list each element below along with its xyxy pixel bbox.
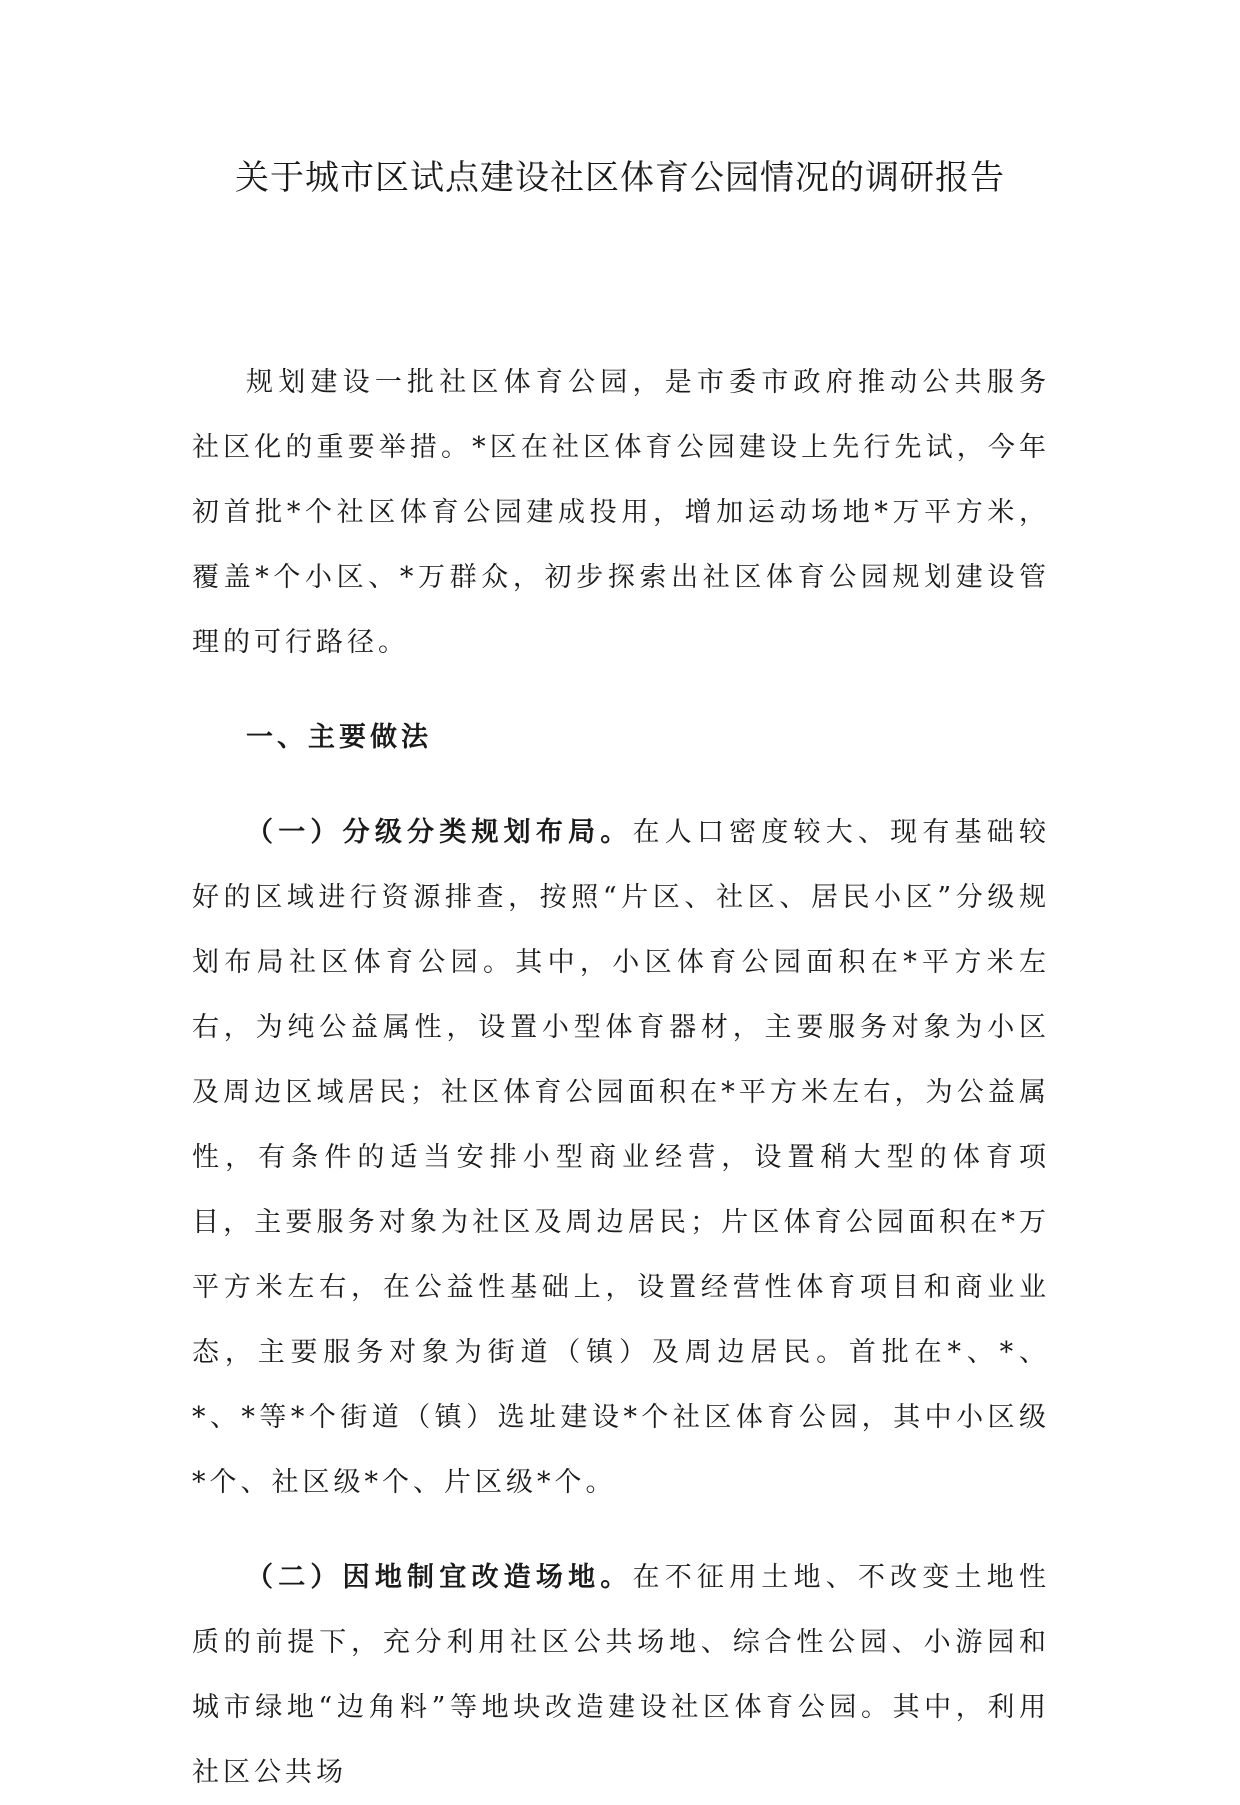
paragraph-lead: （二）因地制宜改造场地。 xyxy=(246,1562,633,1593)
paragraph-text: 在不征用土地、不改变土地性质的前提下，充分利用社区公共场地、综合性公园、小游园和城市绿地“边角料”等地块改造建设社区体育公园。其中，利用社区公共场 xyxy=(192,1562,1050,1788)
section-paragraph-2 xyxy=(192,1545,1050,1805)
section-paragraph-1 xyxy=(192,800,1050,1515)
section-heading: 一、主要做法 xyxy=(246,722,432,753)
paragraph-text: 在人口密度较大、现有基础较好的区域进行资源排查，按照“片区、社区、居民小区”分级规划布局社区体育公园。其中，小区体育公园面积在*平方米左右，为纯公益属性，设置小型体育器材，主要服务对象为小区及周边区域居民；社区体育公园面积在*平方米左右，为公益属性，有条件的适当安排小型商业经营，设置稍大型的体育项目，主要服务对象为社区及周边居民；片区体育公园面积在*万平方米左右，在公益性基础上，设置经营性体育项目和商业业态，主要服务对象为街道（镇）及周边居民。首批在*、*、*、*等*个街道（镇）选址建设*个社区体育公园，其中小区级*个、社区级*个、片区级*个。 xyxy=(192,817,1050,1498)
paragraph-lead: （一）分级分类规划布局。 xyxy=(246,817,633,848)
document-body xyxy=(192,350,1050,1805)
document-title: 关于城市区试点建设社区体育公园情况的调研报告 xyxy=(235,158,1005,198)
intro-paragraph: 规划建设一批社区体育公园，是市委市政府推动公共服务社区化的重要举措。*区在社区体育公园建设上先行先试，今年初首批*个社区体育公园建成投用，增加运动场地*万平方米，覆盖*个小区、*万群众，初步探索出社区体育公园规划建设管理的可行路径。 xyxy=(192,367,1050,658)
